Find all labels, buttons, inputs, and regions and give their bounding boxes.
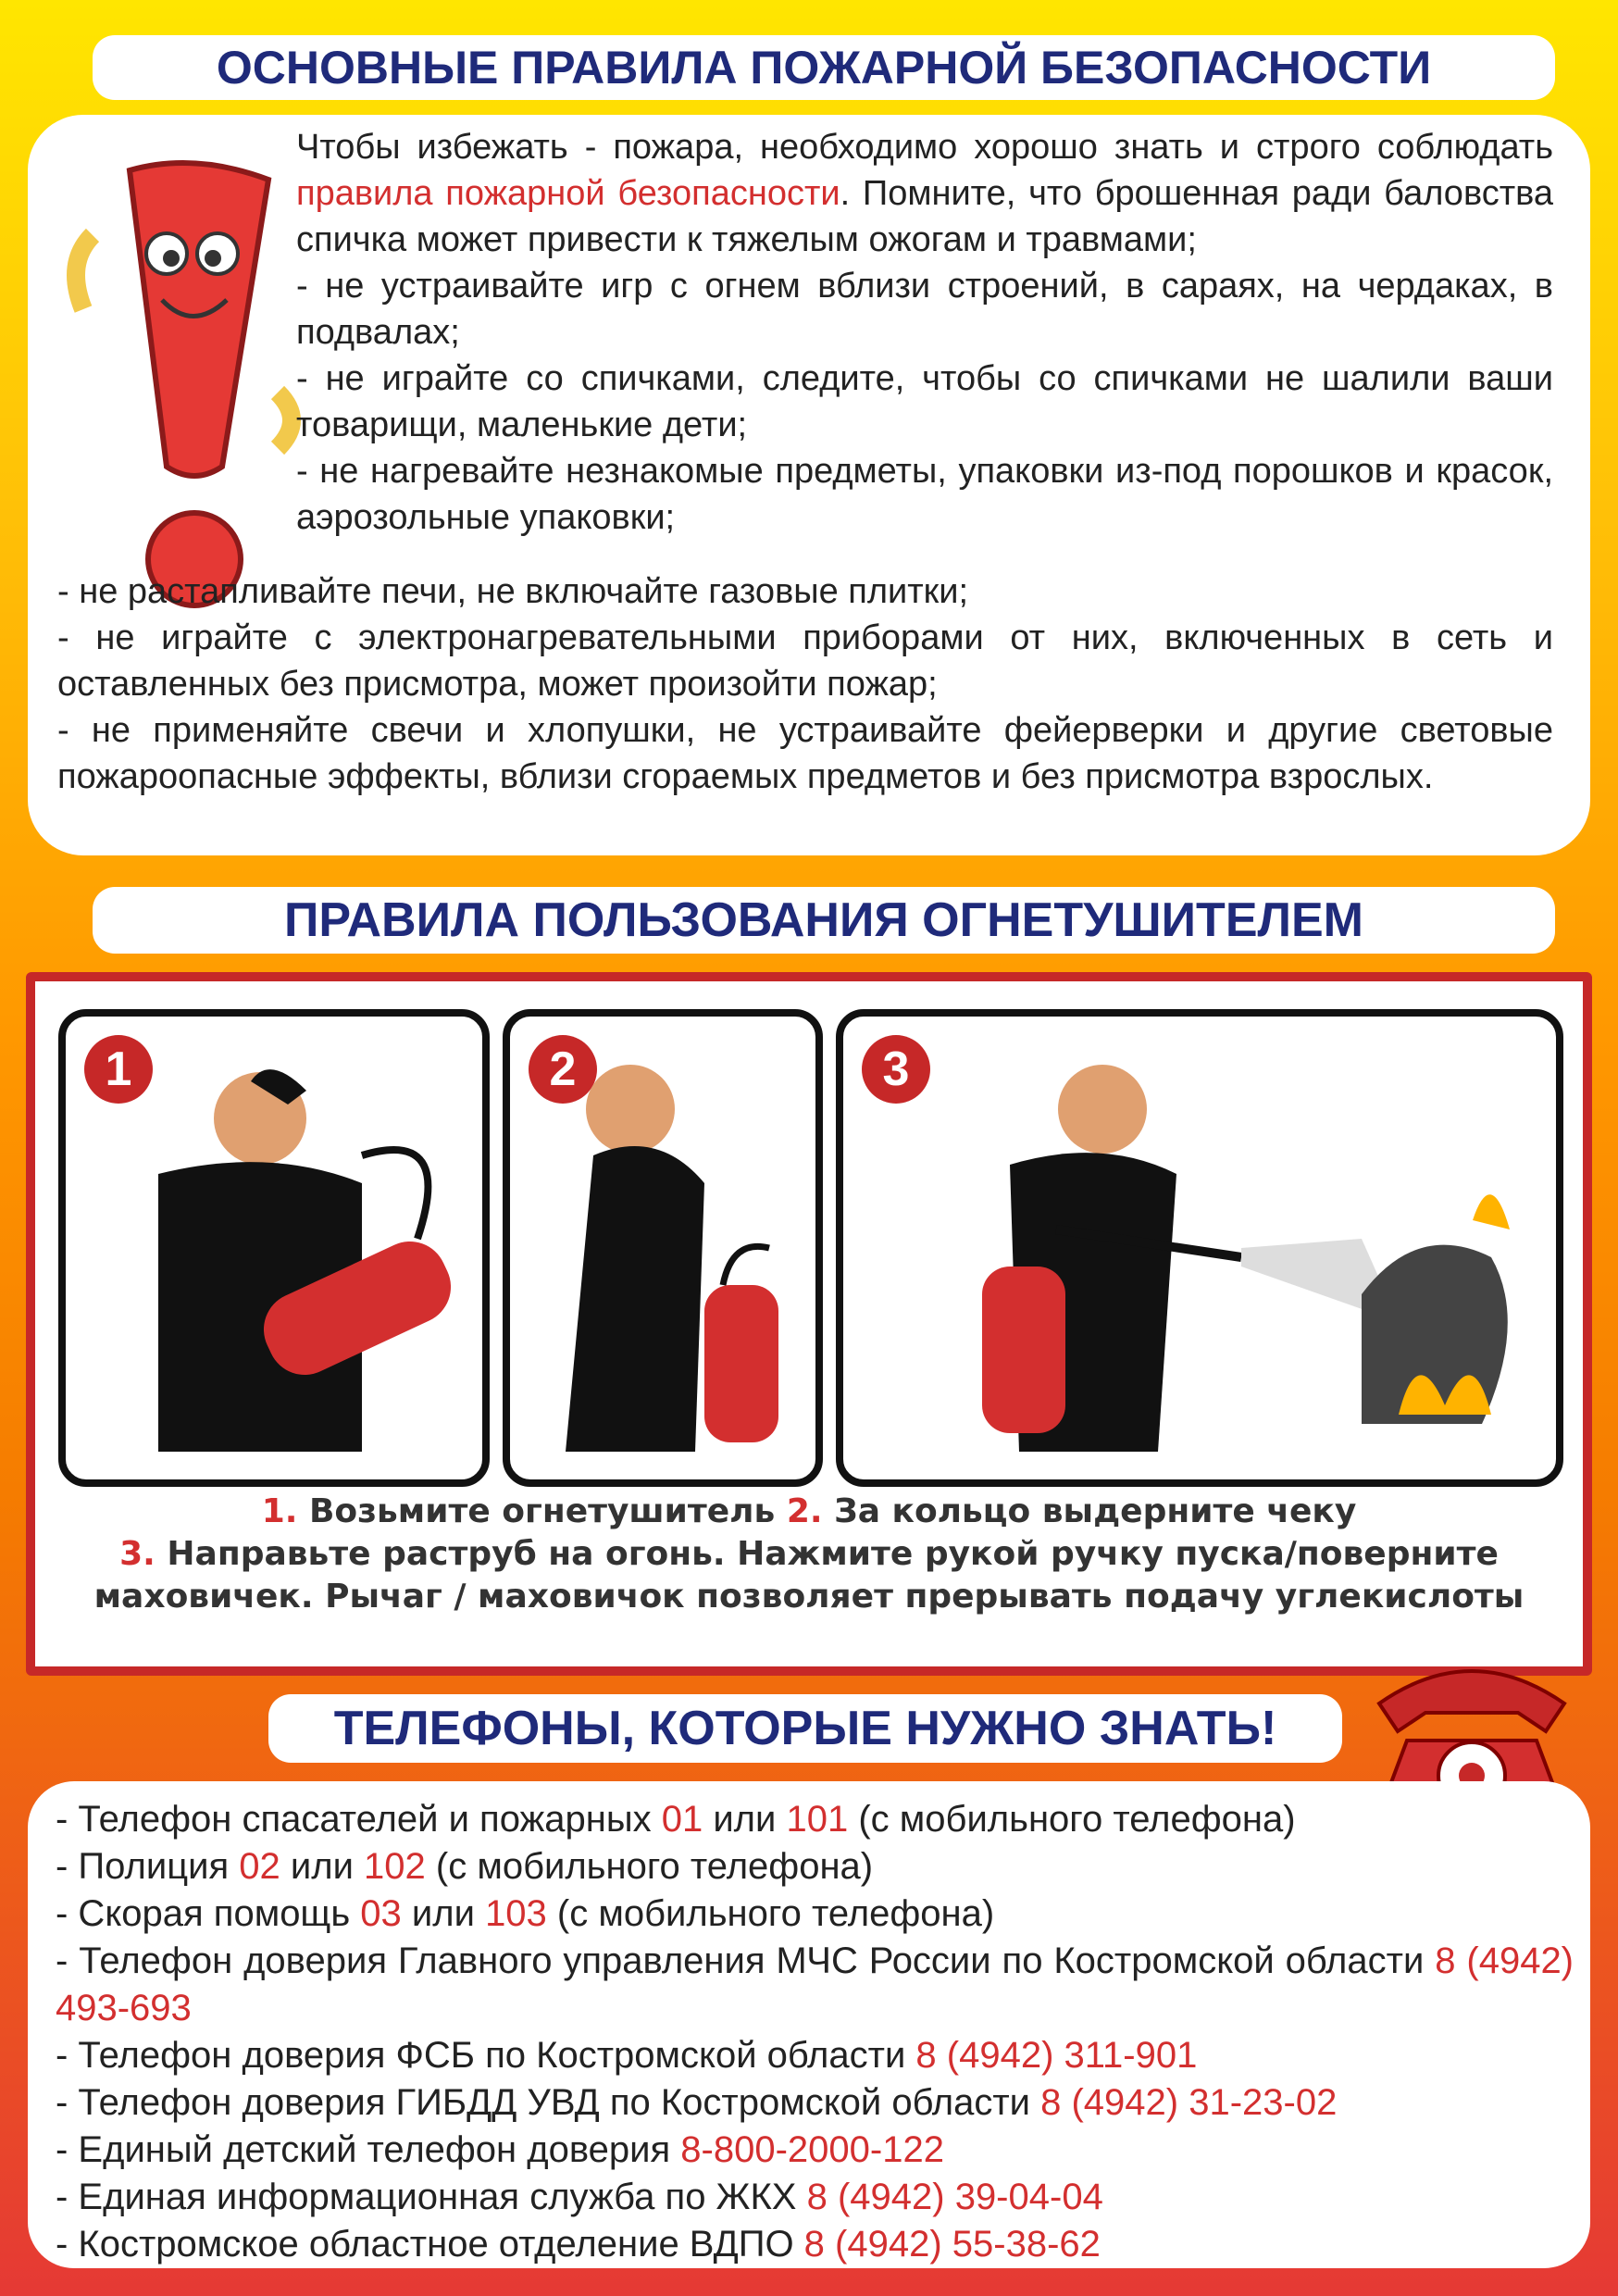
phone-number: 8-800-2000-122 <box>680 2129 944 2170</box>
phone-line <box>56 1796 1574 1843</box>
extinguisher-caption <box>54 1491 1564 1618</box>
phone-number: 103 <box>485 1893 547 1934</box>
rule-item: - не нагревайте незнакомые предметы, упаковки из-под порошков и красок, аэрозольные упаковки; <box>296 452 1553 537</box>
section2-title: ПРАВИЛА ПОЛЬЗОВАНИЯ ОГНЕТУШИТЕЛЕМ <box>93 887 1555 954</box>
phones-list <box>56 1796 1574 2268</box>
phone-label: - Костромское областное отделение ВДПО <box>56 2224 804 2265</box>
caption-step-3-num: 3. <box>119 1535 156 1573</box>
phone-number: 8 (4942) 493-693 <box>56 1940 1574 2028</box>
intro-paragraph <box>296 124 1553 263</box>
phone-label: (с мобильного телефона) <box>546 1893 995 1934</box>
phone-label: - Телефон доверия ГИБДД УВД по Костромской области <box>56 2082 1041 2123</box>
phone-number: 101 <box>786 1799 849 1840</box>
section3-title: ТЕЛЕФОНЫ, КОТОРЫЕ НУЖНО ЗНАТЬ! <box>268 1694 1342 1763</box>
step-1-frame <box>58 1009 490 1487</box>
phone-label: - Скорая помощь <box>56 1893 361 1934</box>
intro-text: Чтобы избежать - пожара, необходимо хорошо знать и строго соблюдать <box>296 128 1553 167</box>
rule-item: - не устраивайте игр с огнем вблизи строений, в сараях, на чердаках, в подвалах; <box>296 267 1553 352</box>
extinguisher-panel <box>26 972 1592 1676</box>
person-pulling-pin-icon <box>510 1017 815 1479</box>
phone-label: - Телефон спасателей и пожарных <box>56 1799 662 1840</box>
phones-panel <box>28 1781 1590 2268</box>
caption-step-3: Направьте раструб на огонь. Нажмите рукой ручку пуска/поверните маховичек. Рычаг / маховичок позволяет прерывать подачу углекислоты <box>93 1535 1525 1616</box>
intro-text-end: . Помните, что брошенная ради баловства спичка может привести к тяжелым ожогам и травмами; <box>296 174 1554 259</box>
step-1-badge: 1 <box>84 1035 153 1104</box>
phone-line <box>56 2221 1574 2268</box>
phone-number: 01 <box>661 1799 703 1840</box>
person-spraying-fire-icon <box>843 1017 1556 1479</box>
step-3-frame <box>836 1009 1563 1487</box>
extinguisher-panel-inner <box>35 981 1583 1666</box>
fire-safety-rules-panel <box>28 115 1590 855</box>
rule-item: - не растапливайте печи, не включайте газовые плитки; <box>57 572 969 611</box>
phone-label: (с мобильного телефона) <box>425 1846 874 1887</box>
phone-line <box>56 2079 1574 2127</box>
phone-label: - Единая информационная служба по ЖКХ <box>56 2177 807 2217</box>
caption-step-1: Возьмите огнетушитель <box>297 1492 787 1530</box>
rules-bottom-block <box>57 568 1553 800</box>
phone-number: 03 <box>360 1893 402 1934</box>
exclamation-mascot-icon <box>56 152 305 615</box>
step-2-frame <box>503 1009 823 1487</box>
rules-top-block <box>296 124 1553 541</box>
phone-line <box>56 1843 1574 1890</box>
phone-label: или <box>280 1846 365 1887</box>
phone-label: - Единый детский телефон доверия <box>56 2129 681 2170</box>
phone-label: (с мобильного телефона) <box>848 1799 1296 1840</box>
rule-item: - не применяйте свечи и хлопушки, не устраивайте фейерверки и другие световые пожароопасные эффекты, вблизи сгораемых предметов и без присмотра взрослых. <box>57 711 1553 796</box>
phone-line <box>56 2127 1574 2174</box>
phone-number: 8 (4942) 55-38-62 <box>803 2224 1101 2265</box>
caption-step-2-num: 2. <box>786 1492 823 1530</box>
phone-number: 8 (4942) 31-23-02 <box>1040 2082 1338 2123</box>
rule-item: - не играйте со спичками, следите, чтобы со спичками не шалили ваши товарищи, маленькие дети; <box>296 359 1553 444</box>
phone-label: или <box>401 1893 486 1934</box>
phone-label: или <box>703 1799 787 1840</box>
phone-line <box>56 2032 1574 2079</box>
phone-number: 8 (4942) 39-04-04 <box>806 2177 1103 2217</box>
intro-highlight: правила пожарной безопасности <box>296 174 840 213</box>
phone-number: 102 <box>364 1846 426 1887</box>
phone-label: - Полиция <box>56 1846 240 1887</box>
phone-number: 8 (4942) 311-901 <box>915 2035 1198 2076</box>
phone-label: - Телефон доверия Главного управления МЧС России по Костромской области <box>56 1940 1436 1981</box>
phone-label: - Телефон доверия ФСБ по Костромской области <box>56 2035 916 2076</box>
caption-step-2: За кольцо выдерните чеку <box>822 1492 1357 1530</box>
phone-line <box>56 1890 1574 1938</box>
phone-number: 02 <box>239 1846 280 1887</box>
step-3-badge: 3 <box>862 1035 930 1104</box>
caption-step-1-num: 1. <box>261 1492 298 1530</box>
person-holding-extinguisher-icon <box>66 1017 482 1479</box>
phone-line <box>56 2174 1574 2221</box>
phone-line <box>56 1938 1574 2032</box>
rule-item: - не играйте с электронагревательными приборами от них, включенных в сеть и оставленных без присмотра, может произойти пожар; <box>57 618 1553 704</box>
step-2-badge: 2 <box>529 1035 597 1104</box>
section1-title: ОСНОВНЫЕ ПРАВИЛА ПОЖАРНОЙ БЕЗОПАСНОСТИ <box>93 35 1555 100</box>
